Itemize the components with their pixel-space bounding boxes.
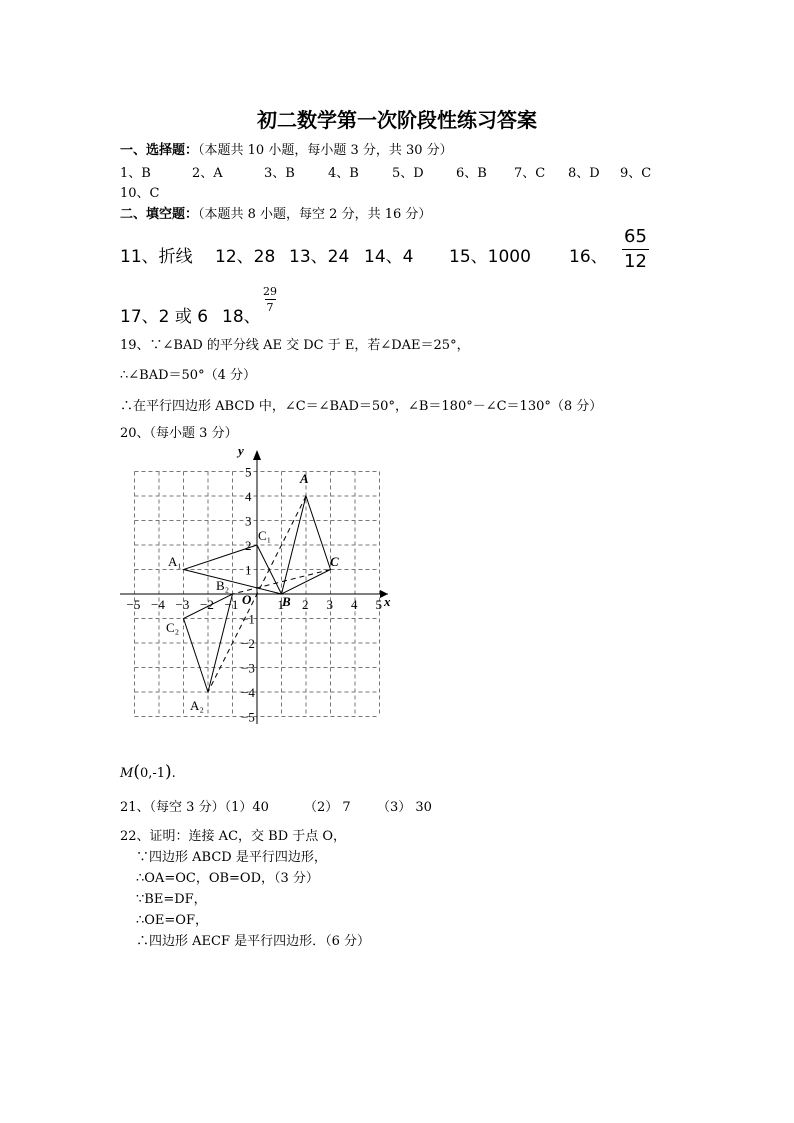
section2-note: （本题共 8 小题，每空 2 分，共 16 分） [198, 207, 432, 222]
point-label-c1: C₁ [258, 528, 272, 543]
x-tick-label: 2 [302, 597, 309, 612]
q19-line3: ∴在平行四边形 ABCD 中，∠C＝∠BAD＝50°，∠B＝180°－∠C＝130°（8 分） [120, 399, 603, 414]
answer-m-label: M [120, 766, 134, 781]
mc-answer: 1、B [120, 166, 151, 181]
q18-denominator: 7 [266, 301, 274, 314]
q18-label: 18、 [222, 307, 261, 327]
x-tick-label: −1 [224, 597, 239, 612]
q19-line2: ∴∠BAD＝50°（4 分） [120, 368, 256, 383]
x-axis-label: x [384, 594, 391, 609]
point-label-a: A [300, 471, 309, 486]
q22-line: ∴四边形 AECF 是平行四边形．（6 分） [136, 934, 371, 949]
mc-answer: 9、C [620, 166, 652, 181]
x-tick-label: 3 [326, 597, 333, 612]
q22-line: 22、证明：连接 AC，交 BD 于点 O， [120, 829, 347, 844]
answer-m-coords: 0,-1 [139, 766, 166, 781]
mc-answer: 6、B [456, 166, 487, 181]
q17-answer: 17、2 或 6 [120, 307, 209, 327]
q20-heading: 20、（每小题 3 分） [120, 426, 238, 441]
y-tick-label: 2 [245, 538, 252, 553]
q21-part2: （2） 7 [304, 800, 351, 815]
q22-line: ∴OA=OC，OB=OD，（3 分） [136, 871, 319, 886]
fill-answer: 12、28 [215, 247, 276, 267]
y-tick-label: 1 [245, 562, 252, 578]
q19-line1: 19、∵∠BAD 的平分线 AE 交 DC 于 E，若∠DAE＝25°， [120, 338, 470, 353]
y-tick-label: −5 [241, 709, 255, 725]
fill-answer: 13、24 [289, 247, 350, 267]
y-tick-label: −1 [241, 611, 255, 627]
point-label-a1: A₁ [168, 554, 182, 569]
x-tick-label: −4 [151, 597, 165, 612]
q22-line: ∴OE=OF， [136, 913, 208, 928]
axes [120, 443, 391, 724]
answer-m-suffix: . [171, 766, 176, 781]
y-tick-label: 5 [245, 464, 252, 480]
section2-heading: 二、填空题： [120, 207, 199, 222]
mc-answer: 3、B [264, 166, 295, 181]
origin-label: O [242, 592, 252, 607]
q18-fraction [261, 284, 279, 315]
x-tick-label: 1 [277, 597, 284, 612]
x-tick-label: 4 [351, 597, 358, 612]
y-tick-label: −3 [241, 660, 255, 676]
y-tick-label: −4 [241, 685, 255, 700]
point-label-b2: B₂ [216, 578, 230, 593]
q21-part1: 21、（每空 3 分）（1）40 [120, 800, 269, 815]
point-label-c: C [330, 554, 339, 569]
fill-answer: 16、 [569, 247, 608, 267]
x-tick-label: −2 [200, 597, 214, 612]
q18-numerator: 29 [263, 285, 277, 298]
q16-numerator: 65 [624, 226, 647, 247]
y-tick-label: −2 [241, 636, 255, 651]
y-axis-arrow [253, 450, 261, 460]
section1-header [120, 139, 453, 158]
point-label-c2: C₂ [166, 620, 180, 635]
coordinate-graph [115, 440, 405, 730]
y-axis-label: y [238, 443, 244, 458]
q22-line: ∵BE=DF， [136, 892, 207, 907]
section1-note: （本题共 10 小题，每小题 3 分，共 30 分） [198, 143, 453, 158]
q16-denominator: 12 [624, 251, 647, 272]
point-label-a2: A₂ [190, 698, 204, 713]
fill-answer: 11、折线 [120, 247, 193, 267]
q21-part3: （3） 30 [377, 800, 432, 815]
section2-header [120, 203, 431, 222]
y-tick-label: 4 [245, 489, 252, 504]
mc-answer: 2、A [192, 166, 223, 181]
q16-fraction [622, 225, 649, 274]
x-tick-label: −5 [126, 597, 141, 612]
mc-answer: 5、D [392, 166, 424, 181]
fill-answer: 15、1000 [449, 247, 531, 267]
fill-answer: 14、4 [364, 247, 414, 267]
x-tick-label: −3 [175, 597, 190, 612]
answer-m-open-paren: ( [133, 762, 140, 782]
mc-answer: 7、C [514, 166, 546, 181]
mc-answer: 8、D [568, 166, 600, 181]
y-tick-label: 3 [245, 513, 252, 529]
mc-answer: 10、C [120, 186, 160, 201]
point-label-b: B [282, 594, 291, 609]
answer-m-close-paren: ) [165, 762, 172, 782]
q20-answer [120, 762, 176, 782]
page-title: 初二数学第一次阶段性练习答案 [257, 108, 537, 132]
x-tick-label: 5 [375, 597, 382, 612]
section1-heading: 一、选择题： [120, 143, 199, 158]
mc-answer: 4、B [328, 166, 359, 181]
q22-line: ∵四边形 ABCD 是平行四边形， [136, 850, 327, 865]
